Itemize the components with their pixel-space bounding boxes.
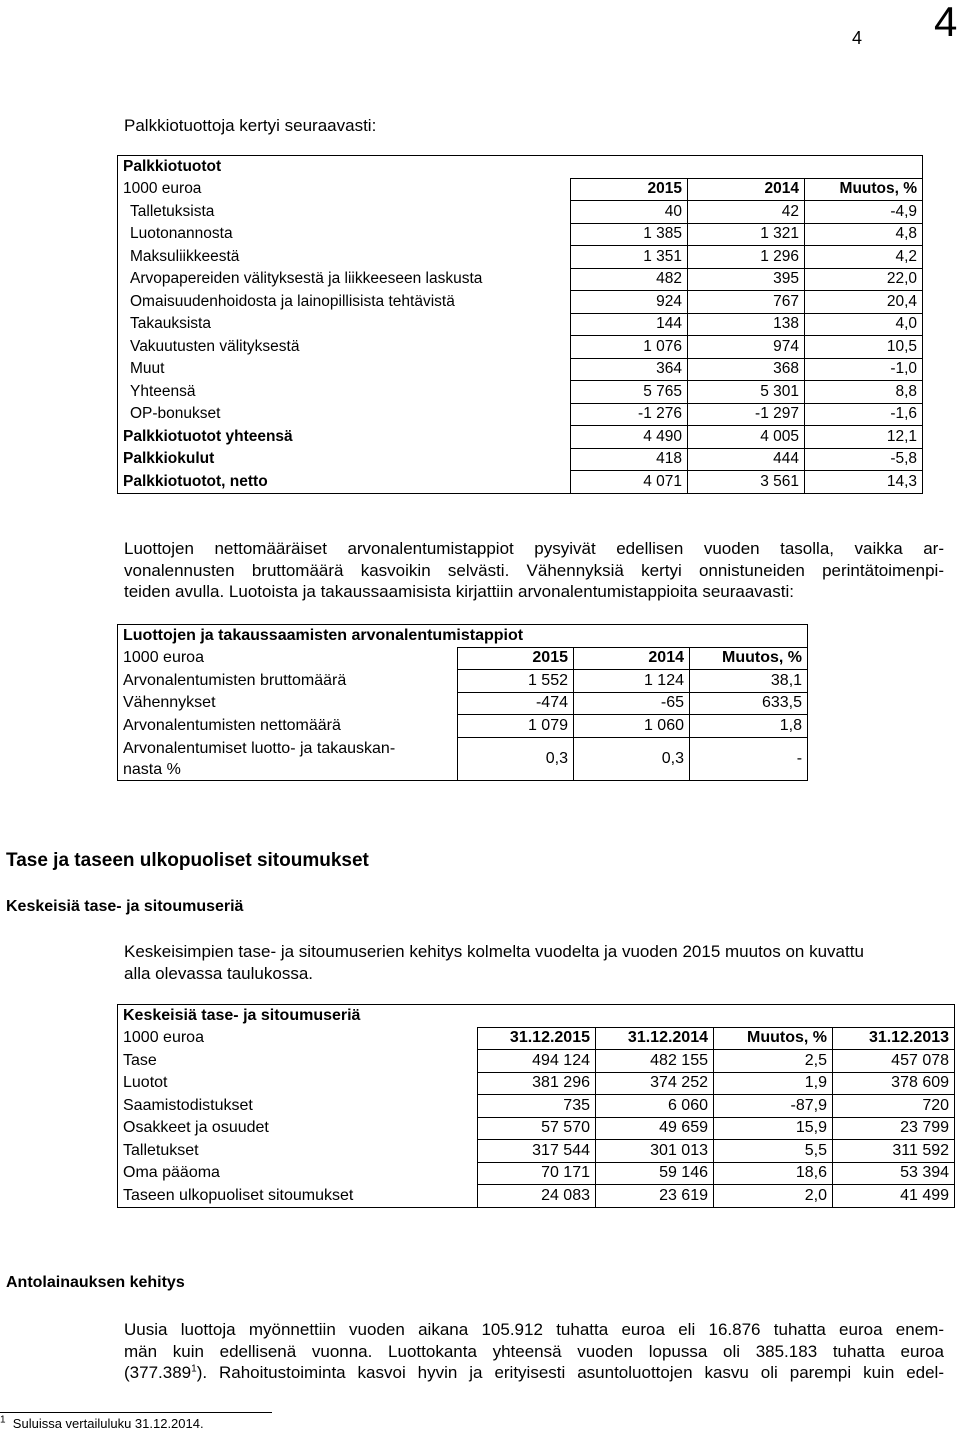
table-row [118,223,923,246]
table-title: Palkkiotuotot [118,156,923,179]
table-title-row [118,625,808,648]
cell-2015: 482 [571,268,688,291]
table-row [118,1095,955,1118]
table-row [118,313,923,336]
text-fragment: (377.389 [124,1363,192,1382]
cell-2015: 1 351 [571,246,688,269]
cell-2015: 735 [478,1095,596,1118]
column-header: 2014 [688,178,805,201]
table-title: Keskeisiä tase- ja sitoumuseriä [118,1005,955,1028]
cell-change: 633,5 [690,692,808,715]
table-title: Luottojen ja takaussaamisten arvonalentumistappiot [118,625,808,648]
column-header: 31.12.2015 [478,1027,596,1050]
table-header-row [118,178,923,201]
footnote-text: Suluissa vertailuluku 31.12.2014. [12,1416,204,1431]
table-row [118,715,808,738]
cell-change: -1,6 [805,403,923,426]
row-label: Muut [118,358,571,381]
cell-2014: 0,3 [574,737,690,781]
cell-2015: 1 385 [571,223,688,246]
column-header: Muutos, % [714,1027,833,1050]
cell-2014: 1 124 [574,670,690,693]
cell-2014: 3 561 [688,471,805,494]
table-title-row [118,1005,955,1028]
cell-2014: 374 252 [596,1072,714,1095]
cell-2015: -1 276 [571,403,688,426]
cell-2014: -1 297 [688,403,805,426]
row-label: Arvonalentumisten bruttomäärä [118,670,458,693]
paragraph-line: alla olevassa taulukossa. [124,963,314,983]
cell-change: 2,5 [714,1050,833,1073]
table-row [118,1185,955,1208]
cell-change: 18,6 [714,1162,833,1185]
row-label: Vähennykset [118,692,458,715]
cell-2015: 70 171 [478,1162,596,1185]
paragraph-line [124,1362,944,1384]
cell-change: 1,9 [714,1072,833,1095]
paragraph-line: Uusia luottoja myönnettiin vuoden aikana 105.912 tuhatta euroa eli 16.876 tuhatta euroa enem- [124,1320,944,1339]
cell-2014: 138 [688,313,805,336]
table-row [118,358,923,381]
cell-2015: 1 079 [458,715,574,738]
impairment-paragraph [124,538,944,603]
cell-change: 4,0 [805,313,923,336]
cell-2015: 494 124 [478,1050,596,1073]
column-header: 2014 [574,647,690,670]
cell-2014: 49 659 [596,1117,714,1140]
table-row [118,291,923,314]
column-header: 2015 [458,647,574,670]
paragraph-line: män kuin edellisenä vuonna. Luottokanta yhteensä vuoden lopussa oli 385.183 tuhatta euroa [124,1341,944,1361]
row-label: Maksuliikkeestä [118,246,571,269]
cell-change: -5,8 [805,448,923,471]
footnote-marker: 1 [0,1414,6,1426]
unit-label: 1000 euroa [118,178,571,201]
table-row [118,403,923,426]
cell-2015: 1 076 [571,336,688,359]
table-row [118,471,923,494]
row-label: Arvopapereiden välityksestä ja liikkeeseen laskusta [118,268,571,291]
cell-change: 38,1 [690,670,808,693]
cell-2015: -474 [458,692,574,715]
cell-2014: 59 146 [596,1162,714,1185]
table-header-row [118,1027,955,1050]
cell-2015: 381 296 [478,1072,596,1095]
table-row [118,692,808,715]
table-row [118,268,923,291]
column-header: 31.12.2013 [833,1027,955,1050]
cell-2013: 378 609 [833,1072,955,1095]
row-label-line: Arvonalentumiset luotto- ja takauskan- [123,739,396,757]
row-label: OP-bonukset [118,403,571,426]
paragraph-line: Luottojen nettomääräiset arvonalentumistappiot pysyivät edellisen vuoden tasolla, vaikka ar- [124,539,944,558]
column-header: Muutos, % [805,178,923,201]
section-heading-balance: Tase ja taseen ulkopuoliset sitoumukset [6,850,369,871]
cell-2015: 364 [571,358,688,381]
cell-2014: 395 [688,268,805,291]
row-label: Talletukset [118,1140,478,1163]
column-header: 2015 [571,178,688,201]
impairment-table [117,624,808,781]
cell-change: 15,9 [714,1117,833,1140]
row-label: Omaisuudenhoidosta ja lainopillisista tehtävistä [118,291,571,314]
footnote-reference[interactable]: 1 [191,1363,197,1375]
lending-paragraph [124,1319,944,1384]
cell-2015: 24 083 [478,1185,596,1208]
row-label: Yhteensä [118,381,571,404]
row-label: Takauksista [118,313,571,336]
row-label: Palkkiokulut [118,448,571,471]
table-row [118,1162,955,1185]
subheading-lending: Antolainauksen kehitys [6,1274,185,1291]
row-label: Tase [118,1050,478,1073]
cell-change: 14,3 [805,471,923,494]
cell-change: 2,0 [714,1185,833,1208]
table-row [118,246,923,269]
cell-change: -1,0 [805,358,923,381]
unit-label: 1000 euroa [118,1027,478,1050]
row-label: Taseen ulkopuoliset sitoumukset [118,1185,478,1208]
cell-2014: 23 619 [596,1185,714,1208]
cell-change: 20,4 [805,291,923,314]
cell-2014: 4 005 [688,426,805,449]
column-header: 31.12.2014 [596,1027,714,1050]
paragraph-line: vonalennusten bruttomäärä kasvoikin selvästi. Vähennyksiä kertyi onnistuneiden perintätoimenpi- [124,560,944,580]
table-row [118,1140,955,1163]
table-row [118,1050,955,1073]
cell-2014: 368 [688,358,805,381]
cell-2014: 482 155 [596,1050,714,1073]
row-label: Talletuksista [118,201,571,224]
column-header: Muutos, % [690,647,808,670]
cell-2014: 444 [688,448,805,471]
cell-2013: 720 [833,1095,955,1118]
table-header-row [118,647,808,670]
row-label: Luotonannosta [118,223,571,246]
cell-2014: 6 060 [596,1095,714,1118]
cell-2015: 418 [571,448,688,471]
cell-change: -4,9 [805,201,923,224]
cell-2013: 457 078 [833,1050,955,1073]
cell-2014: 767 [688,291,805,314]
cell-change: 4,8 [805,223,923,246]
cell-2014: 1 321 [688,223,805,246]
row-label: Palkkiotuotot, netto [118,471,571,494]
cell-2014: 301 013 [596,1140,714,1163]
page-number-large: 4 [934,0,958,45]
row-label: Osakkeet ja osuudet [118,1117,478,1140]
cell-2014: 1 296 [688,246,805,269]
cell-2015: 4 071 [571,471,688,494]
cell-2015: 317 544 [478,1140,596,1163]
cell-change: 8,8 [805,381,923,404]
commission-income-table [117,155,923,494]
cell-change: - [690,737,808,781]
table-row [118,201,923,224]
table-row [118,426,923,449]
cell-2015: 0,3 [458,737,574,781]
cell-change: 10,5 [805,336,923,359]
table-row [118,336,923,359]
cell-2014: 5 301 [688,381,805,404]
table-title-row [118,156,923,179]
cell-2015: 1 552 [458,670,574,693]
balance-paragraph [124,941,954,984]
cell-change: 1,8 [690,715,808,738]
cell-change: 5,5 [714,1140,833,1163]
row-label [118,737,458,781]
intro-text: Palkkiotuottoja kertyi seuraavasti: [124,116,377,135]
text-fragment: ). Rahoitustoiminta kasvoi hyvin ja erityisesti asuntoluottojen kasvu oli parempi kuin edel- [196,1363,944,1382]
row-label: Saamistodistukset [118,1095,478,1118]
row-label: Vakuutusten välityksestä [118,336,571,359]
cell-2015: 5 765 [571,381,688,404]
cell-2014: 1 060 [574,715,690,738]
paragraph-line: Keskeisimpien tase- ja sitoumuserien kehitys kolmelta vuodelta ja vuoden 2015 muutos on kuvattu [124,942,864,961]
table-row [118,448,923,471]
cell-2013: 311 592 [833,1140,955,1163]
table-row [118,381,923,404]
row-label: Luotot [118,1072,478,1095]
cell-change: 22,0 [805,268,923,291]
footnote [0,1416,204,1431]
row-label: Oma pääoma [118,1162,478,1185]
cell-2013: 23 799 [833,1117,955,1140]
cell-2014: 42 [688,201,805,224]
table-row [118,670,808,693]
cell-change: -87,9 [714,1095,833,1118]
unit-label: 1000 euroa [118,647,458,670]
cell-2015: 144 [571,313,688,336]
table-row [118,1117,955,1140]
cell-change: 12,1 [805,426,923,449]
cell-change: 4,2 [805,246,923,269]
cell-2014: -65 [574,692,690,715]
cell-2015: 924 [571,291,688,314]
cell-2015: 57 570 [478,1117,596,1140]
cell-2015: 40 [571,201,688,224]
table-row [118,1072,955,1095]
subheading-key-items: Keskeisiä tase- ja sitoumuseriä [6,898,244,915]
cell-2013: 41 499 [833,1185,955,1208]
cell-2013: 53 394 [833,1162,955,1185]
footnote-separator [0,1412,272,1413]
page-number-small: 4 [852,28,863,48]
row-label: Palkkiotuotot yhteensä [118,426,571,449]
cell-2014: 974 [688,336,805,359]
balance-table [117,1004,955,1208]
cell-2015: 4 490 [571,426,688,449]
row-label-line: nasta % [123,760,181,778]
paragraph-line: teiden avulla. Luotoista ja takaussaamisista kirjattiin arvonalentumistappioita seuraavasti: [124,582,794,601]
row-label: Arvonalentumisten nettomäärä [118,715,458,738]
table-row [118,737,808,781]
